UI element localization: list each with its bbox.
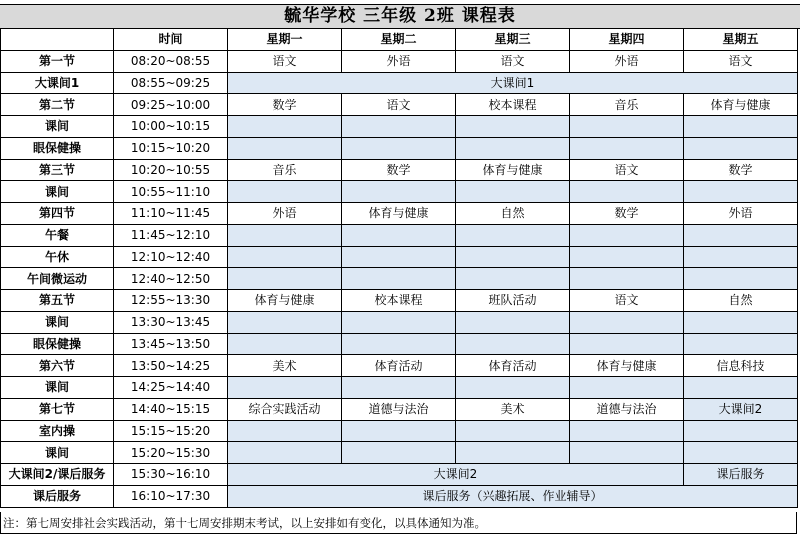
table-row: [1, 50, 798, 72]
header-day-3: 星期三: [456, 29, 570, 51]
header-day-1: 星期一: [228, 29, 342, 51]
schedule-cell: 语文: [456, 50, 570, 72]
schedule-cell: [228, 311, 342, 333]
schedule-cell: [342, 181, 456, 203]
header-blank: [1, 29, 114, 51]
period-label: 课间: [1, 311, 114, 333]
schedule-cell: [228, 333, 342, 355]
period-label: 眼保健操: [1, 333, 114, 355]
table-row: [1, 420, 798, 442]
table-row: [1, 224, 798, 246]
schedule-cell: [684, 181, 798, 203]
schedule-cell: [570, 268, 684, 290]
schedule-cell: [456, 181, 570, 203]
table-row: [1, 181, 798, 203]
schedule-cell: 体育与健康: [228, 290, 342, 312]
schedule-cell: [342, 333, 456, 355]
table-row: [1, 398, 798, 420]
table-row: [1, 333, 798, 355]
period-time: 10:00~10:15: [114, 116, 228, 138]
schedule-cell: [684, 268, 798, 290]
header-row: [1, 29, 798, 51]
table-row: [1, 203, 798, 225]
schedule-cell: 数学: [570, 203, 684, 225]
schedule-cell: 班队活动: [456, 290, 570, 312]
period-time: 16:10~17:30: [114, 485, 228, 507]
schedule-cell: 外语: [228, 203, 342, 225]
schedule-cell: [456, 137, 570, 159]
schedule-cell: [570, 311, 684, 333]
period-time: 10:55~11:10: [114, 181, 228, 203]
period-time: 12:10~12:40: [114, 246, 228, 268]
schedule-cell: [228, 442, 342, 464]
period-label: 大课间2/课后服务: [1, 464, 114, 486]
period-time: 08:55~09:25: [114, 72, 228, 94]
schedule-cell: 外语: [684, 203, 798, 225]
schedule-cell: 综合实践活动: [228, 398, 342, 420]
schedule-cell: [342, 246, 456, 268]
period-label: 午休: [1, 246, 114, 268]
period-time: 10:20~10:55: [114, 159, 228, 181]
period-time: 15:20~15:30: [114, 442, 228, 464]
schedule-cell: 信息科技: [684, 355, 798, 377]
period-time: 15:15~15:20: [114, 420, 228, 442]
schedule-cell: [456, 268, 570, 290]
schedule-cell: [570, 246, 684, 268]
schedule-cell: [342, 377, 456, 399]
schedule-cell: [570, 377, 684, 399]
schedule-cell: 外语: [342, 50, 456, 72]
table-row: [1, 442, 798, 464]
schedule-cell: [342, 224, 456, 246]
schedule-cell: [342, 116, 456, 138]
schedule-cell: [228, 224, 342, 246]
merged-cell: 大课间1: [228, 72, 798, 94]
schedule-cell: [456, 116, 570, 138]
schedule-body: [1, 29, 798, 508]
period-time: 10:15~10:20: [114, 137, 228, 159]
period-label: 第四节: [1, 203, 114, 225]
period-time: 12:55~13:30: [114, 290, 228, 312]
schedule-cell: 音乐: [570, 94, 684, 116]
period-label: 午间微运动: [1, 268, 114, 290]
schedule-table: [0, 28, 798, 508]
schedule-cell: 美术: [456, 398, 570, 420]
merged-cell: 大课间2: [228, 464, 684, 486]
schedule-cell: [456, 377, 570, 399]
schedule-cell: 语文: [570, 290, 684, 312]
table-row: [1, 72, 798, 94]
period-label: 第三节: [1, 159, 114, 181]
schedule-cell: [228, 181, 342, 203]
period-label: 第七节: [1, 398, 114, 420]
period-label: 第一节: [1, 50, 114, 72]
schedule-cell: [570, 181, 684, 203]
schedule-cell: [570, 116, 684, 138]
schedule-cell: [570, 420, 684, 442]
schedule-cell: 校本课程: [456, 94, 570, 116]
schedule-cell: [342, 311, 456, 333]
schedule-cell: 体育活动: [342, 355, 456, 377]
schedule-cell: 体育活动: [456, 355, 570, 377]
schedule-cell: 数学: [342, 159, 456, 181]
schedule-cell: [684, 442, 798, 464]
schedule-cell: [342, 420, 456, 442]
schedule-cell: 体育与健康: [342, 203, 456, 225]
schedule-cell: [684, 311, 798, 333]
schedule-cell: 语文: [342, 94, 456, 116]
schedule-cell: 音乐: [228, 159, 342, 181]
period-label: 课后服务: [1, 485, 114, 507]
table-row: [1, 137, 798, 159]
table-row: [1, 464, 798, 486]
schedule-cell: [342, 268, 456, 290]
table-row: [1, 355, 798, 377]
schedule-cell: [456, 442, 570, 464]
schedule-cell: [456, 224, 570, 246]
schedule-cell: [342, 137, 456, 159]
header-day-4: 星期四: [570, 29, 684, 51]
table-row: [1, 268, 798, 290]
period-time: 13:45~13:50: [114, 333, 228, 355]
schedule-cell: [228, 377, 342, 399]
schedule-cell: [456, 333, 570, 355]
schedule-cell: 体育与健康: [684, 94, 798, 116]
header-day-5: 星期五: [684, 29, 798, 51]
schedule-cell: [228, 116, 342, 138]
period-label: 课间: [1, 442, 114, 464]
header-time: 时间: [114, 29, 228, 51]
merged-cell: 课后服务（兴趣拓展、作业辅导）: [228, 485, 798, 507]
period-label: 课间: [1, 181, 114, 203]
period-label: 课间: [1, 377, 114, 399]
schedule-cell: 课后服务: [684, 464, 798, 486]
table-row: [1, 485, 798, 507]
period-time: 09:25~10:00: [114, 94, 228, 116]
period-time: 12:40~12:50: [114, 268, 228, 290]
schedule-cell: [684, 377, 798, 399]
schedule-cell: 外语: [570, 50, 684, 72]
schedule-cell: 道德与法治: [570, 398, 684, 420]
schedule-cell: 数学: [228, 94, 342, 116]
period-label: 课间: [1, 116, 114, 138]
schedule-cell: 语文: [684, 50, 798, 72]
table-row: [1, 290, 798, 312]
schedule-cell: 校本课程: [342, 290, 456, 312]
period-time: 11:45~12:10: [114, 224, 228, 246]
period-label: 午餐: [1, 224, 114, 246]
table-row: [1, 246, 798, 268]
period-label: 眼保健操: [1, 137, 114, 159]
schedule-cell: [456, 311, 570, 333]
schedule-cell: [684, 137, 798, 159]
period-time: 14:40~15:15: [114, 398, 228, 420]
schedule-cell: [228, 246, 342, 268]
period-time: 14:25~14:40: [114, 377, 228, 399]
schedule-cell: [342, 442, 456, 464]
schedule-cell: 自然: [684, 290, 798, 312]
schedule-cell: [684, 333, 798, 355]
schedule-cell: 语文: [228, 50, 342, 72]
schedule-cell: 体育与健康: [456, 159, 570, 181]
period-label: 第六节: [1, 355, 114, 377]
header-day-2: 星期二: [342, 29, 456, 51]
period-label: 第五节: [1, 290, 114, 312]
schedule-cell: [684, 116, 798, 138]
schedule-cell: [570, 333, 684, 355]
footnote: 注：第七周安排社会实践活动，第十七周安排期末考试，以上安排如有变化，以具体通知为准。: [0, 512, 797, 534]
schedule-cell: [570, 442, 684, 464]
schedule-cell: 大课间2: [684, 398, 798, 420]
table-row: [1, 311, 798, 333]
period-time: 08:20~08:55: [114, 50, 228, 72]
schedule-cell: [228, 137, 342, 159]
period-label: 室内操: [1, 420, 114, 442]
period-label: 大课间1: [1, 72, 114, 94]
schedule-cell: [228, 268, 342, 290]
schedule-cell: [684, 246, 798, 268]
schedule-cell: [684, 224, 798, 246]
schedule-cell: 美术: [228, 355, 342, 377]
schedule-cell: 体育与健康: [570, 355, 684, 377]
schedule-cell: 自然: [456, 203, 570, 225]
schedule-cell: [456, 246, 570, 268]
period-time: 13:30~13:45: [114, 311, 228, 333]
schedule-cell: [456, 420, 570, 442]
page-title: 毓华学校 三年级 2班 课程表: [0, 4, 800, 29]
period-time: 11:10~11:45: [114, 203, 228, 225]
schedule-cell: 语文: [570, 159, 684, 181]
table-row: [1, 116, 798, 138]
schedule-cell: 道德与法治: [342, 398, 456, 420]
period-time: 15:30~16:10: [114, 464, 228, 486]
table-row: [1, 377, 798, 399]
period-label: 第二节: [1, 94, 114, 116]
period-time: 13:50~14:25: [114, 355, 228, 377]
schedule-cell: 数学: [684, 159, 798, 181]
table-row: [1, 94, 798, 116]
schedule-cell: [570, 224, 684, 246]
schedule-cell: [570, 137, 684, 159]
table-row: [1, 159, 798, 181]
schedule-cell: [228, 420, 342, 442]
schedule-cell: [684, 420, 798, 442]
